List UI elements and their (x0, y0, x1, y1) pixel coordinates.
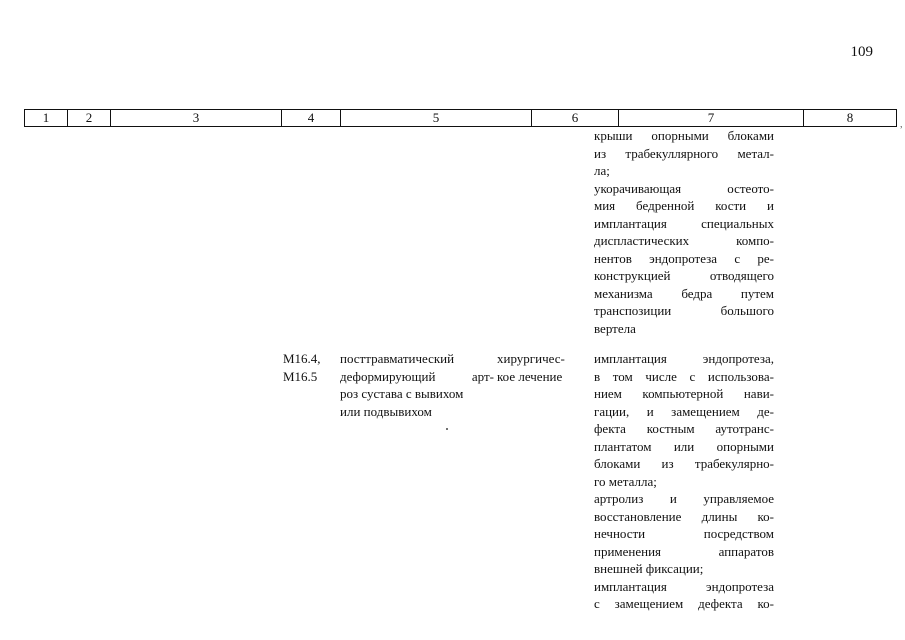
text-line: кое лечение (497, 368, 563, 384)
text-line: роз сустава с вывихом (340, 386, 464, 401)
text-line: ла; (594, 163, 610, 178)
text-line: имплантация специальных (594, 215, 774, 231)
text-line: хирургичес- (497, 351, 565, 366)
text-line: вертела (594, 320, 636, 336)
scan-speck (446, 428, 448, 430)
text-line: транспозиции большого (594, 303, 774, 318)
text-line: применения аппаратов (594, 543, 774, 559)
text-line: имплантация эндопротеза (594, 578, 774, 594)
text-line: нентов эндопротеза с ре- (594, 250, 774, 266)
header-col-7: 7 (619, 110, 804, 127)
header-col-1: 1 (25, 110, 68, 127)
text-line: диспластических компо- (594, 233, 774, 248)
text-line: укорачивающая остеото- (594, 180, 774, 196)
text-line: механизма бедра путем (594, 285, 774, 301)
column-number-header (24, 109, 897, 127)
row2-treatment-method (594, 350, 774, 613)
text-line: артролиз и управляемое (594, 491, 774, 506)
text-line: внешней фиксации; (594, 561, 704, 576)
text-line: M16.5 (283, 368, 318, 384)
text-line: имплантация эндопротеза, (594, 351, 774, 366)
row1-treatment-method (594, 127, 774, 337)
header-col-8: 8 (804, 110, 897, 127)
text-line: посттравматический (340, 351, 455, 366)
text-line: конструкцией отводящего (594, 268, 774, 283)
text-line: нечности посредством (594, 526, 774, 541)
text-line: деформирующий арт- (340, 368, 494, 384)
page-number: 109 (850, 44, 873, 60)
header-col-5: 5 (341, 110, 532, 127)
text-line: гации, и замещением де- (594, 403, 774, 419)
text-line: крыши опорными блоками (594, 128, 774, 143)
row2-treatment-type (497, 350, 581, 385)
text-line: или подвывихом (340, 403, 432, 419)
header-col-6: 6 (532, 110, 619, 127)
text-line: плантатом или опорными (594, 438, 774, 454)
text-line: с замещением дефекта ко- (594, 596, 774, 611)
text-line: фекта костным аутотранс- (594, 421, 774, 436)
header-col-2: 2 (68, 110, 111, 127)
row2-diagnosis (340, 350, 494, 420)
text-line: го металла; (594, 473, 657, 489)
text-line: восстановление длины ко- (594, 508, 774, 524)
header-col-3: 3 (111, 110, 282, 127)
text-line: мия бедренной кости и (594, 198, 774, 213)
text-line: M16.4, (283, 351, 321, 366)
header-col-4: 4 (282, 110, 341, 127)
text-line: блоками из трабекулярно- (594, 456, 774, 471)
header-row (25, 110, 897, 127)
scan-margin-mark: ‚ (899, 118, 903, 130)
row2-icd-codes (283, 350, 335, 385)
text-line: из трабекуллярного метал- (594, 145, 774, 161)
text-line: нием компьютерной нави- (594, 386, 774, 401)
text-line: в том числе с использова- (594, 368, 774, 384)
